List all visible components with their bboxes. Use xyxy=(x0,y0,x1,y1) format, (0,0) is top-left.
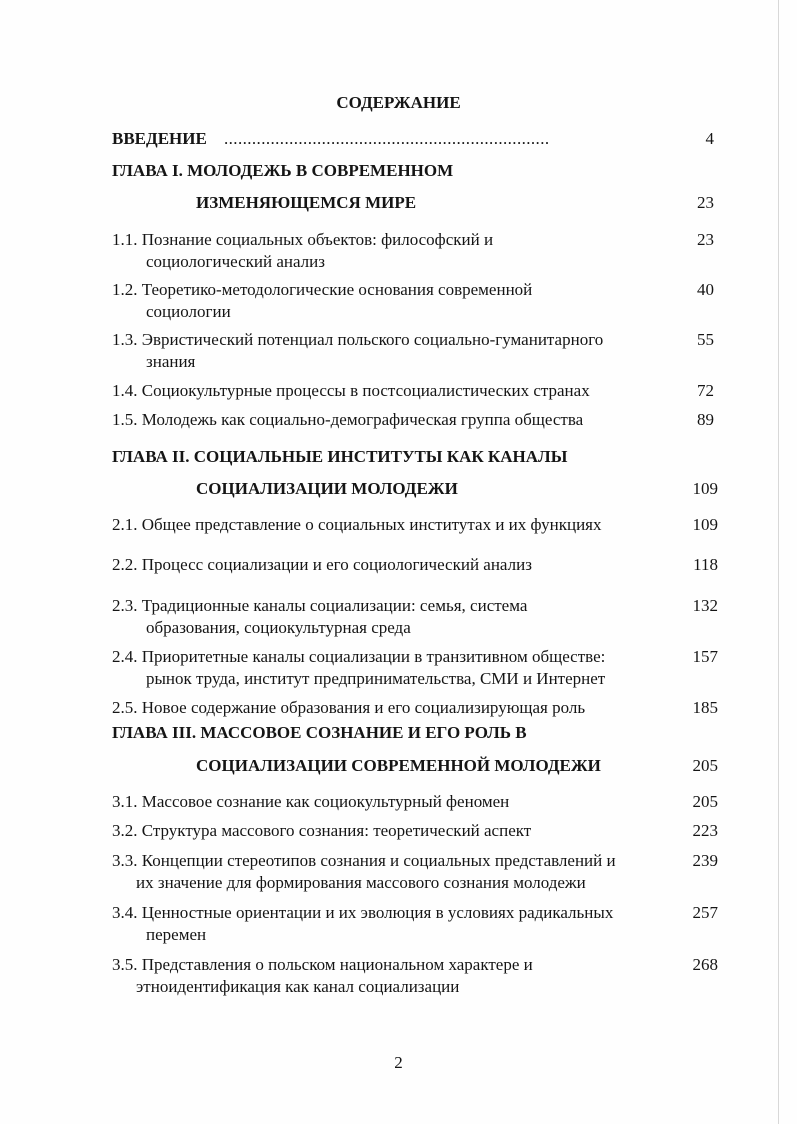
section-2-3-line1: 2.3. Традиционные каналы социализации: семья, система xyxy=(112,596,528,615)
section-3-3-page: 239 xyxy=(692,851,718,870)
chapter-3-page: 205 xyxy=(692,756,718,775)
toc-intro-label: ВВЕДЕНИЕ xyxy=(112,129,207,148)
section-1-2-line1: 1.2. Теоретико-методологические основания современной xyxy=(112,280,533,299)
section-3-3-line1: 3.3. Концепции стереотипов сознания и социальных представлений и xyxy=(112,851,616,870)
chapter-1-heading-line1: ГЛАВА I. МОЛОДЕЖЬ В СОВРЕМЕННОМ xyxy=(112,161,454,180)
section-3-4-page: 257 xyxy=(692,903,718,922)
page-edge-line xyxy=(778,0,779,1124)
section-2-4-line2: рынок труда, институт предпринимательства, СМИ и Интернет xyxy=(146,669,606,688)
chapter-2-heading-line1: ГЛАВА II. СОЦИАЛЬНЫЕ ИНСТИТУТЫ КАК КАНАЛЫ xyxy=(112,447,568,466)
section-2-4-page: 157 xyxy=(692,647,718,666)
toc-title: СОДЕРЖАНИЕ xyxy=(336,93,461,112)
section-3-1-page: 205 xyxy=(692,792,718,811)
section-1-2-line2: социологии xyxy=(146,302,231,321)
section-2-2-page: 118 xyxy=(693,555,718,574)
section-2-5-page: 185 xyxy=(692,698,718,717)
section-1-3-line2: знания xyxy=(146,352,196,371)
section-3-5-line1: 3.5. Представления о польском национальном характере и xyxy=(112,955,533,974)
section-1-1-page: 23 xyxy=(697,230,714,249)
section-1-3-line1: 1.3. Эвристический потенциал польского социально-гуманитарного xyxy=(112,330,604,349)
section-1-3-page: 55 xyxy=(697,330,714,349)
section-1-5-line1: 1.5. Молодежь как социально-демографическая группа общества xyxy=(112,410,584,429)
section-3-2-page: 223 xyxy=(692,821,718,840)
section-1-4-page: 72 xyxy=(697,381,714,400)
chapter-1-page: 23 xyxy=(697,193,714,212)
section-2-5-line1: 2.5. Новое содержание образования и его социализирующая роль xyxy=(112,698,586,717)
section-3-1-line1: 3.1. Массовое сознание как социокультурный феномен xyxy=(112,792,510,811)
section-3-2-line1: 3.2. Структура массового сознания: теоретический аспект xyxy=(112,821,532,840)
section-3-4-line2: перемен xyxy=(146,925,207,944)
section-3-5-page: 268 xyxy=(692,955,718,974)
page-number: 2 xyxy=(394,1053,403,1072)
section-1-1-line2: социологический анализ xyxy=(146,252,325,271)
section-3-4-line1: 3.4. Ценностные ориентации и их эволюция в условиях радикальных xyxy=(112,903,614,922)
chapter-2-heading-line2: СОЦИАЛИЗАЦИИ МОЛОДЕЖИ xyxy=(196,479,458,498)
section-1-1-line1: 1.1. Познание социальных объектов: философский и xyxy=(112,230,494,249)
chapter-3-heading-line1: ГЛАВА III. МАССОВОЕ СОЗНАНИЕ И ЕГО РОЛЬ В xyxy=(112,723,527,742)
section-3-5-line2: этноидентификация как канал социализации xyxy=(136,977,460,996)
toc-intro-leader-dots: ...................................................................... xyxy=(224,129,550,148)
toc-intro-page: 4 xyxy=(705,129,714,148)
section-2-4-line1: 2.4. Приоритетные каналы социализации в транзитивном обществе: xyxy=(112,647,606,666)
section-2-3-page: 132 xyxy=(692,596,718,615)
section-1-5-page: 89 xyxy=(697,410,714,429)
section-3-3-line2: их значение для формирования массового сознания молодежи xyxy=(136,873,586,892)
chapter-1-heading-line2: ИЗМЕНЯЮЩЕМСЯ МИРЕ xyxy=(196,193,417,212)
chapter-3-heading-line2: СОЦИАЛИЗАЦИИ СОВРЕМЕННОЙ МОЛОДЕЖИ xyxy=(196,756,601,775)
chapter-2-page: 109 xyxy=(692,479,718,498)
section-2-1-line1: 2.1. Общее представление о социальных институтах и их функциях xyxy=(112,515,602,534)
section-2-1-page: 109 xyxy=(692,515,718,534)
section-1-2-page: 40 xyxy=(697,280,714,299)
section-2-2-line1: 2.2. Процесс социализации и его социологический анализ xyxy=(112,555,532,574)
section-1-4-line1: 1.4. Социокультурные процессы в постсоциалистических странах xyxy=(112,381,590,400)
section-2-3-line2: образования, социокультурная среда xyxy=(146,618,411,637)
